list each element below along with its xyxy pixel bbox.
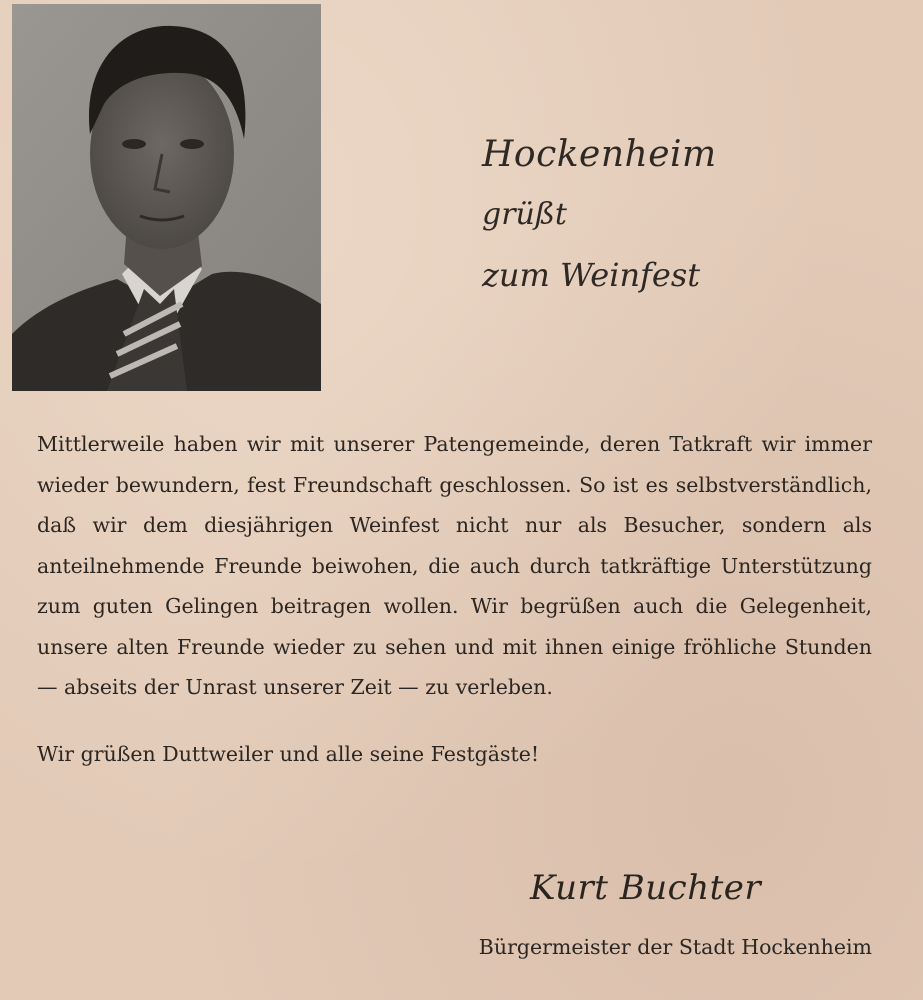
portrait-photo xyxy=(12,4,321,391)
handwritten-signature: Kurt Buchter xyxy=(530,868,762,908)
greeting-heading xyxy=(470,125,800,305)
heading-line-1: Hockenheim xyxy=(482,134,717,175)
letter-body xyxy=(37,424,872,774)
signatory-title: Bürgermeister der Stadt Hockenheim xyxy=(478,935,872,959)
closing-greeting: Wir grüßen Duttweiler und alle seine Festgäste! xyxy=(37,741,540,766)
heading-line-2: grüßt xyxy=(482,197,567,232)
main-paragraph: Mittlerweile haben wir mit unserer Patengemeinde, deren Tatkraft wir immer wieder bewundern, fest Freundschaft geschlossen. So ist es selbstverständlich, daß wir dem diesjährigen Weinfest nicht nur als Besucher, sondern als anteilnehmende Freunde beiwohen, die auch durch tatkräftige Unterstützung zum guten Gelingen beitragen wollen. Wir begrüßen auch die Gelegenheit, unsere alten Freunde wieder zu sehen und mit ihnen einige fröhliche Stunden — abseits der Unrast unserer Zeit — zu verleben. xyxy=(37,432,872,699)
heading-line-3: zum Weinfest xyxy=(482,256,701,294)
